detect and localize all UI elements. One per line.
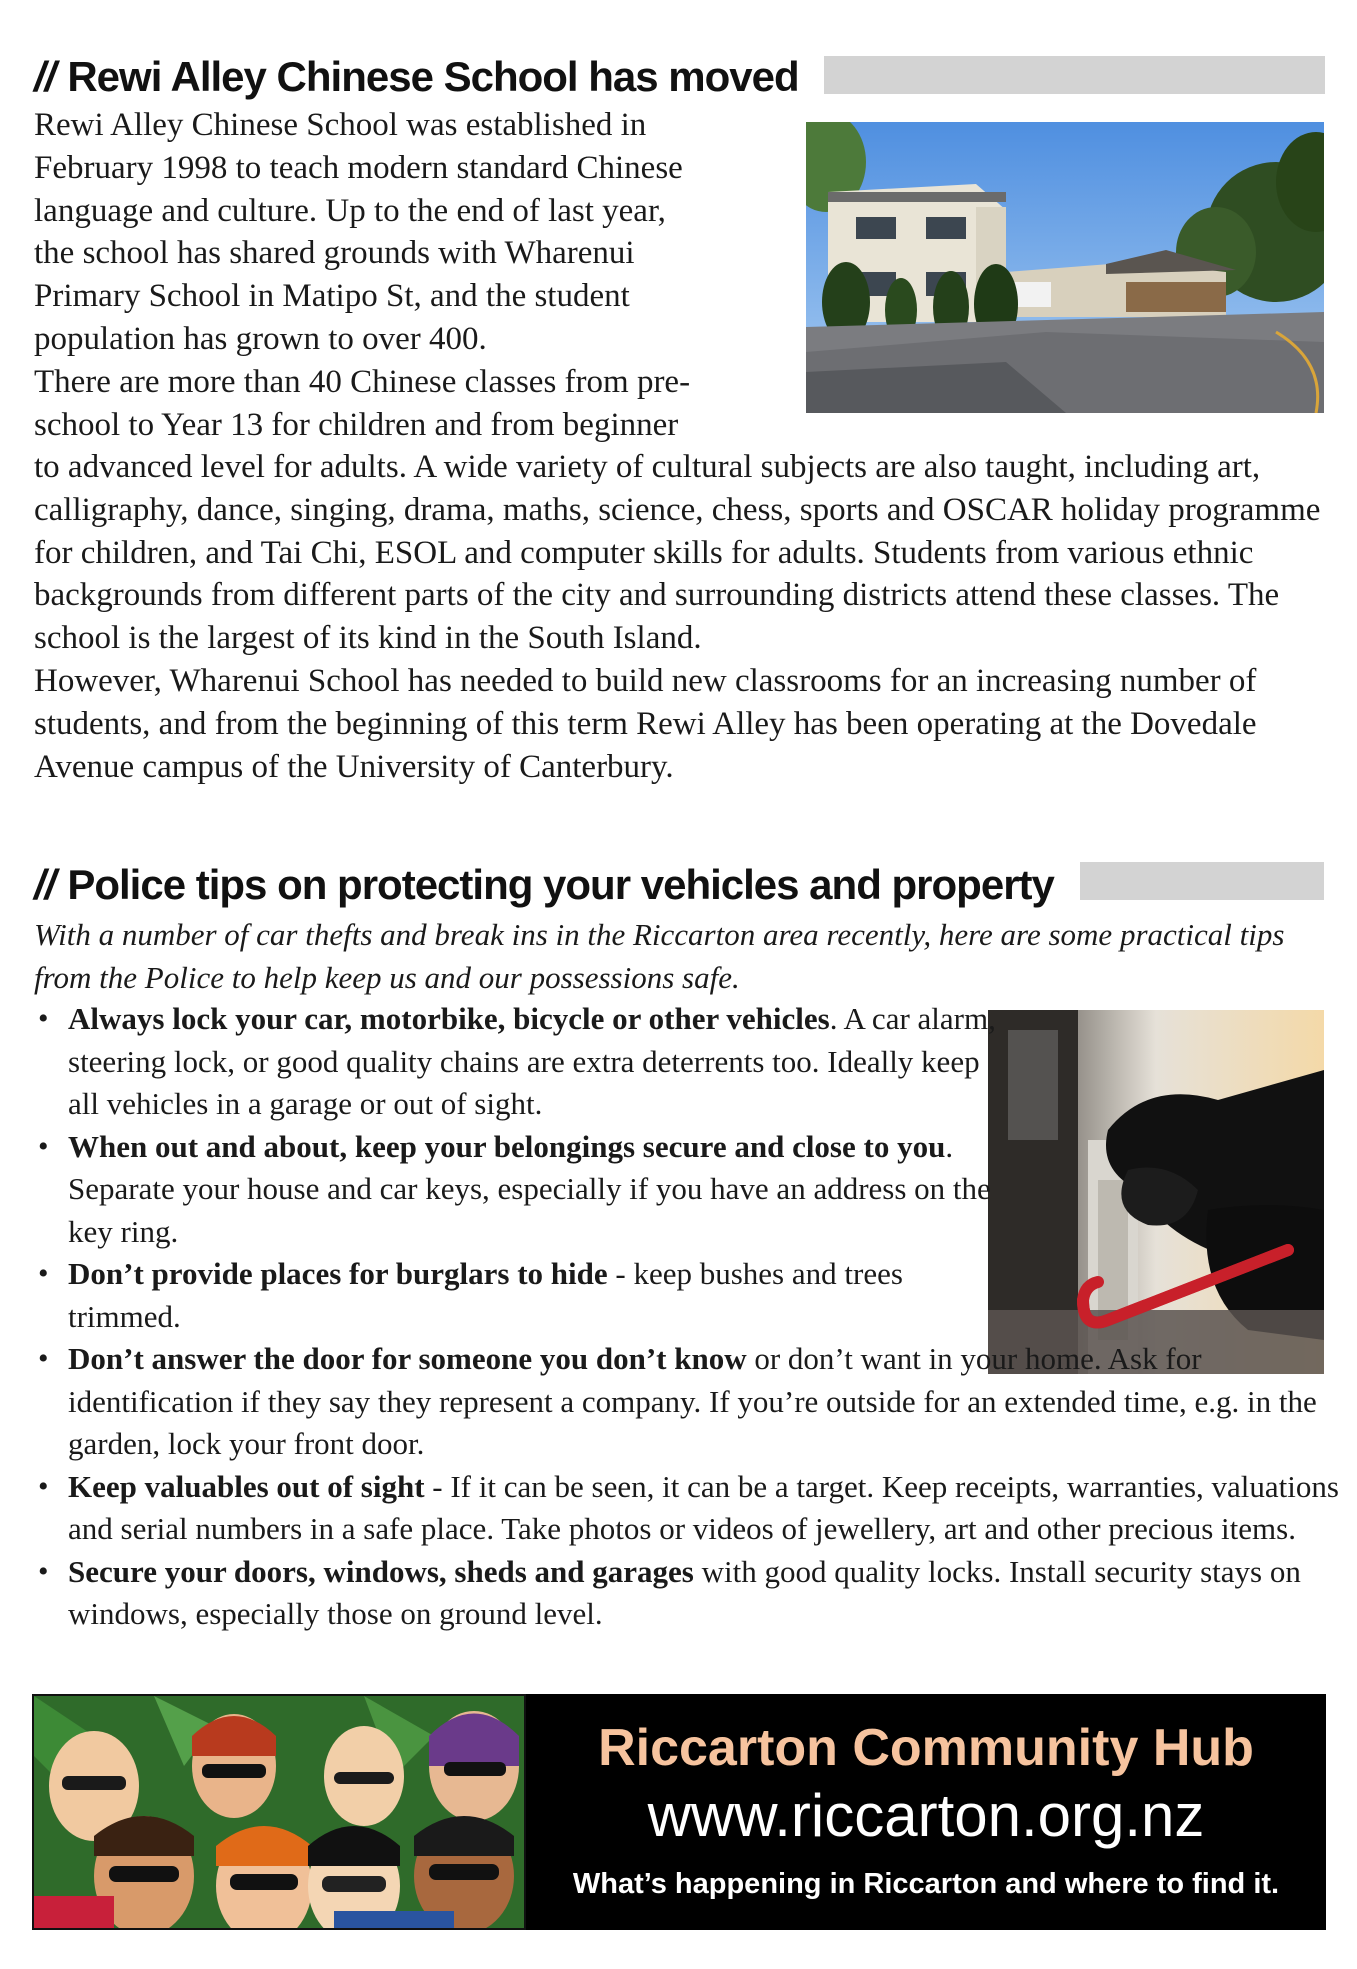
tip-text: with good quality locks. Install security stays on windows, especially those on ground level. <box>68 1553 1301 1631</box>
tip-bold: Secure your doors, windows, sheds and garages <box>68 1553 694 1589</box>
section2-heading-bar <box>1080 862 1324 900</box>
tip-text: - If it can be seen, it can be a target. Keep receipts, warranties, valuations and serial numbers in a safe place. Take photos or videos of jewellery, art and other precious items. <box>68 1468 1339 1546</box>
tip-item <box>34 998 998 1126</box>
section2-heading <box>34 861 1054 908</box>
section1-heading <box>34 53 799 100</box>
text-line: population has grown to over 400. <box>34 320 487 357</box>
heading-slashes: // <box>34 53 56 100</box>
hub-url-link[interactable]: www.riccarton.org.nz <box>647 1782 1205 1849</box>
section1-paragraph-3: However, Wharenui School has needed to build new classrooms for an increasing number of students, and from the beginning of this term Rewi Alley has been operating at the Dovedale Avenue campus of the University of Canterbury. <box>34 662 1257 785</box>
tip-text: or don’t want in your home. Ask for identification if they say they represent a company. If you’re outside for an extended time, e.g. in the garden, lock your front door. <box>68 1341 1317 1461</box>
hub-tagline: What’s happening in Riccarton and where to find it. <box>572 1868 1280 1900</box>
tip-text: . A car alarm, steering lock, or good quality chains are extra deterrents too. Ideally keep all vehicles in a garage or out of sight. <box>68 1001 996 1121</box>
section1-body <box>34 446 1334 788</box>
section2-intro <box>34 914 1334 999</box>
section2-intro-text: With a number of car thefts and break ins in the Riccarton area recently, here are some practical tips from the Police to help keep us and our possessions safe. <box>34 917 1285 995</box>
tip-item <box>34 1126 998 1254</box>
crowd-illustration <box>32 1694 526 1930</box>
tip-bold: Always lock your car, motorbike, bicycle or other vehicles <box>68 1001 830 1036</box>
section1-paragraph-2: to advanced level for adults. A wide variety of cultural subjects are also taught, including art, calligraphy, dance, singing, drama, maths, science, chess, sports and OSCAR holiday programme for children, and Tai Chi, ESOL and computer skills for adults. Students from various ethnic backgrounds from different parts of the city and surrounding districts attend these classes. The school is the largest of its kind in the South Island. <box>34 449 1321 657</box>
tip-item <box>34 1551 1357 1636</box>
tip-item <box>34 1338 1357 1466</box>
text-line: language and culture. Up to the end of last year, <box>34 192 666 229</box>
tip-bold: When out and about, keep your belongings secure and close to you <box>68 1128 946 1164</box>
text-line: Primary School in Matipo St, and the student <box>34 278 630 315</box>
section1-title: Rewi Alley Chinese School has moved <box>67 53 799 100</box>
heading-slashes: // <box>34 861 56 908</box>
section1-top-lines <box>34 104 794 446</box>
police-tips-list <box>34 998 1339 1636</box>
text-line: There are more than 40 Chinese classes from pre- <box>34 363 691 400</box>
section2-title: Police tips on protecting your vehicles and property <box>67 861 1054 908</box>
tip-bold: Don’t provide places for burglars to hide <box>68 1256 608 1291</box>
hub-title: Riccarton Community Hub <box>598 1719 1254 1777</box>
section1-heading-bar <box>824 56 1325 94</box>
text-line: February 1998 to teach modern standard Chinese <box>34 149 683 186</box>
school-building-photo <box>806 122 1324 413</box>
tip-text: . Separate your house and car keys, especially if you have an address on the key ring. <box>68 1128 991 1249</box>
text-line: Rewi Alley Chinese School was established in <box>34 107 647 143</box>
police-tips-list-wrap <box>34 998 1339 1636</box>
tip-item <box>34 1253 998 1338</box>
text-line: school to Year 13 for children and from beginner <box>34 406 679 443</box>
text-line: the school has shared grounds with Wharenui <box>34 235 635 272</box>
tip-bold: Don’t answer the door for someone you don’t know <box>68 1341 747 1376</box>
community-hub-banner <box>526 1694 1326 1930</box>
tip-text: - keep bushes and trees trimmed. <box>68 1256 903 1334</box>
tip-bold: Keep valuables out of sight <box>68 1468 425 1504</box>
tip-item <box>34 1466 1357 1551</box>
